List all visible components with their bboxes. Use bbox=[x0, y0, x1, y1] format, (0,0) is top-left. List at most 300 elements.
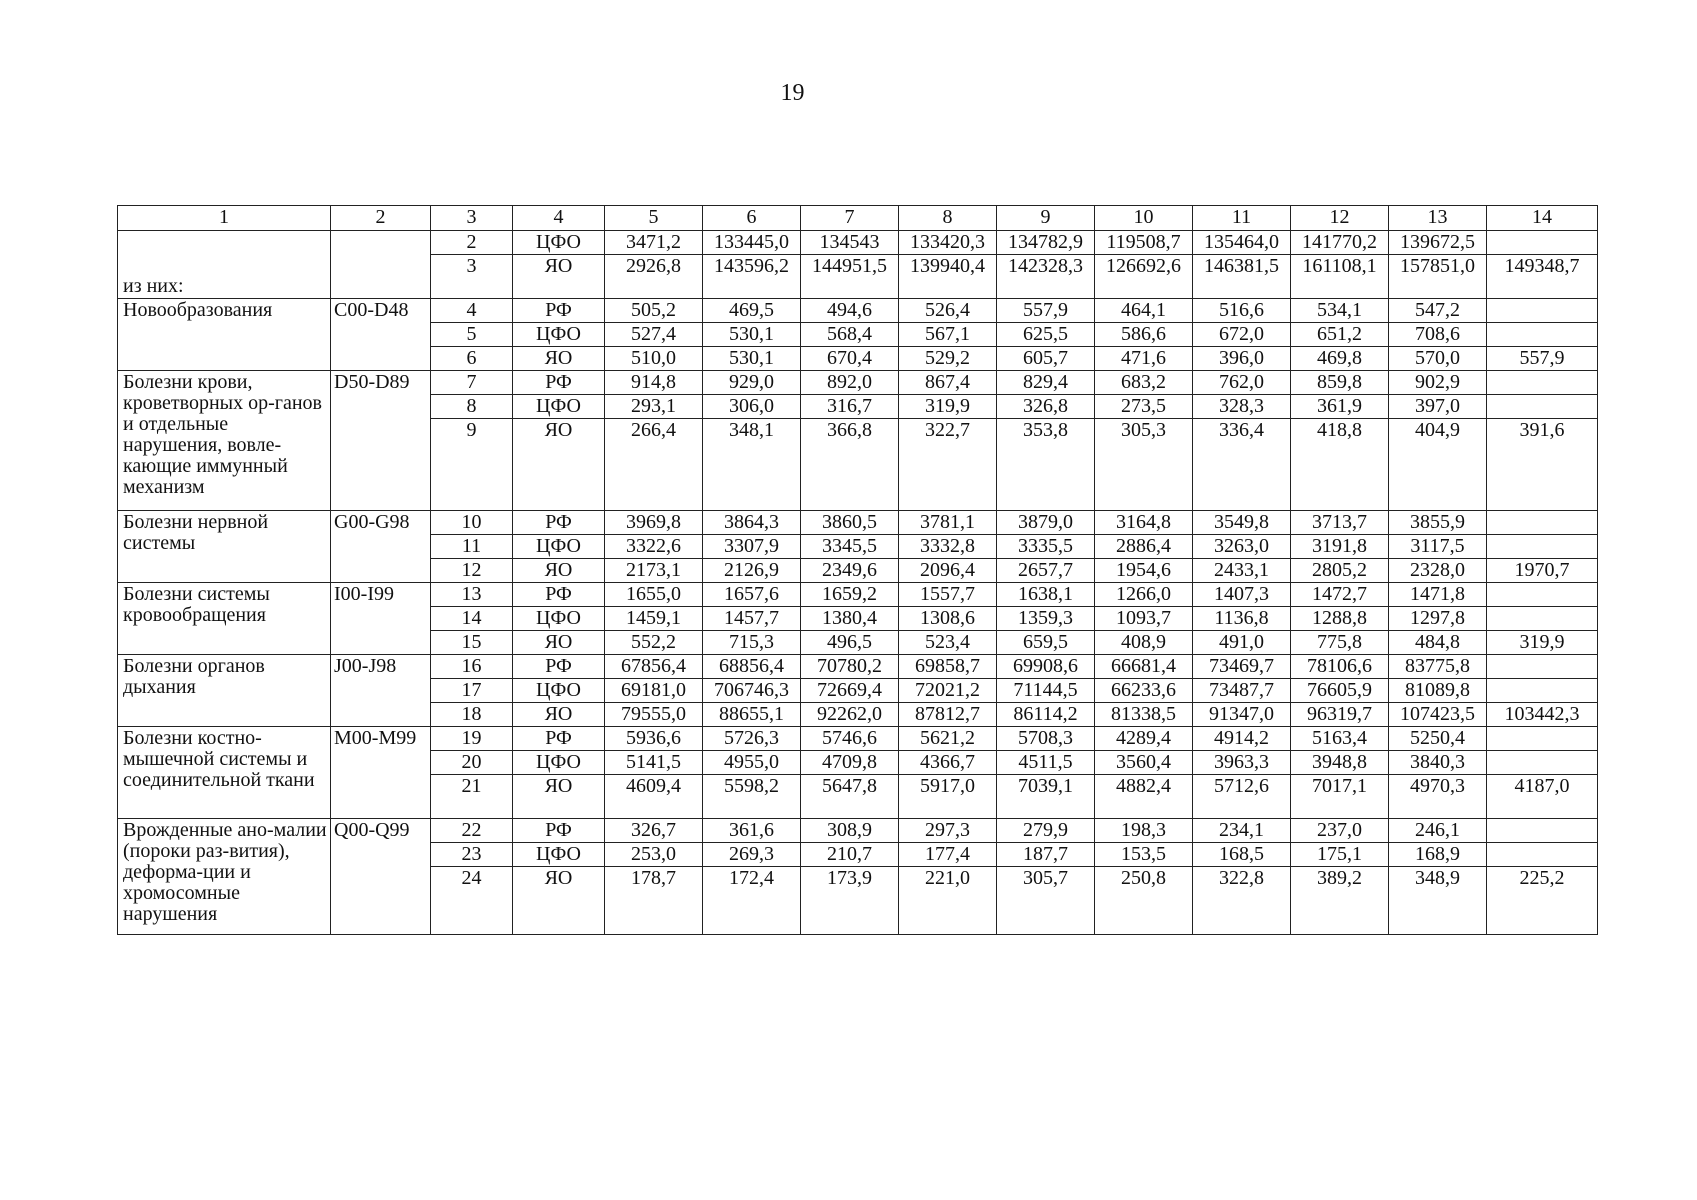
value-cell: 914,8 bbox=[605, 371, 703, 395]
table-row bbox=[118, 655, 1598, 679]
value-cell: 3840,3 bbox=[1389, 751, 1487, 775]
value-cell: 366,8 bbox=[801, 419, 899, 511]
value-cell: 3969,8 bbox=[605, 511, 703, 535]
value-cell: 2349,6 bbox=[801, 559, 899, 583]
region: ЯО bbox=[513, 631, 605, 655]
value-cell: 81089,8 bbox=[1389, 679, 1487, 703]
value-cell: 177,4 bbox=[899, 843, 997, 867]
value-cell: 3860,5 bbox=[801, 511, 899, 535]
value-cell: 173,9 bbox=[801, 867, 899, 935]
value-cell: 5163,4 bbox=[1291, 727, 1389, 751]
value-cell: 3191,8 bbox=[1291, 535, 1389, 559]
value-cell: 491,0 bbox=[1193, 631, 1291, 655]
value-cell: 144951,5 bbox=[801, 255, 899, 299]
value-cell: 625,5 bbox=[997, 323, 1095, 347]
value-cell: 568,4 bbox=[801, 323, 899, 347]
row-number: 7 bbox=[431, 371, 513, 395]
value-cell bbox=[1487, 751, 1598, 775]
value-cell: 683,2 bbox=[1095, 371, 1193, 395]
value-cell: 1136,8 bbox=[1193, 607, 1291, 631]
disease-name: Врожденные ано-малии (пороки раз-вития), деформа-ции и хромосомные нарушения bbox=[118, 819, 331, 935]
value-cell: 1093,7 bbox=[1095, 607, 1193, 631]
page-number: 19 bbox=[780, 80, 805, 106]
value-cell: 3471,2 bbox=[605, 231, 703, 255]
value-cell: 103442,3 bbox=[1487, 703, 1598, 727]
value-cell: 141770,2 bbox=[1291, 231, 1389, 255]
value-cell: 142328,3 bbox=[997, 255, 1095, 299]
region: ЯО bbox=[513, 775, 605, 819]
value-cell: 66233,6 bbox=[1095, 679, 1193, 703]
table-row bbox=[118, 583, 1598, 607]
value-cell: 5936,6 bbox=[605, 727, 703, 751]
value-cell: 269,3 bbox=[703, 843, 801, 867]
value-cell: 73469,7 bbox=[1193, 655, 1291, 679]
value-cell: 867,4 bbox=[899, 371, 997, 395]
value-cell: 2433,1 bbox=[1193, 559, 1291, 583]
row-number: 5 bbox=[431, 323, 513, 347]
table-row bbox=[118, 727, 1598, 751]
value-cell: 66681,4 bbox=[1095, 655, 1193, 679]
value-cell bbox=[1487, 655, 1598, 679]
table-row bbox=[118, 511, 1598, 535]
column-number: 5 bbox=[605, 206, 703, 231]
value-cell: 527,4 bbox=[605, 323, 703, 347]
value-cell: 389,2 bbox=[1291, 867, 1389, 935]
value-cell: 1459,1 bbox=[605, 607, 703, 631]
value-cell: 4955,0 bbox=[703, 751, 801, 775]
region: ЦФО bbox=[513, 231, 605, 255]
column-number: 6 bbox=[703, 206, 801, 231]
row-number: 19 bbox=[431, 727, 513, 751]
value-cell: 605,7 bbox=[997, 347, 1095, 371]
column-number: 1 bbox=[118, 206, 331, 231]
value-cell: 4882,4 bbox=[1095, 775, 1193, 819]
value-cell: 139672,5 bbox=[1389, 231, 1487, 255]
value-cell: 670,4 bbox=[801, 347, 899, 371]
value-cell: 3164,8 bbox=[1095, 511, 1193, 535]
value-cell bbox=[1487, 323, 1598, 347]
value-cell: 557,9 bbox=[1487, 347, 1598, 371]
value-cell: 361,9 bbox=[1291, 395, 1389, 419]
value-cell: 83775,8 bbox=[1389, 655, 1487, 679]
value-cell: 92262,0 bbox=[801, 703, 899, 727]
value-cell: 306,0 bbox=[703, 395, 801, 419]
value-cell: 71144,5 bbox=[997, 679, 1095, 703]
value-cell: 168,5 bbox=[1193, 843, 1291, 867]
row-number: 8 bbox=[431, 395, 513, 419]
value-cell: 5250,4 bbox=[1389, 727, 1487, 751]
value-cell: 892,0 bbox=[801, 371, 899, 395]
region: ЯО bbox=[513, 419, 605, 511]
value-cell: 3549,8 bbox=[1193, 511, 1291, 535]
value-cell bbox=[1487, 607, 1598, 631]
disease-name: Болезни системы кровообращения bbox=[118, 583, 331, 655]
value-cell: 305,7 bbox=[997, 867, 1095, 935]
disease-name: Новообразования bbox=[118, 299, 331, 371]
value-cell: 484,8 bbox=[1389, 631, 1487, 655]
region: РФ bbox=[513, 583, 605, 607]
region: ЯО bbox=[513, 867, 605, 935]
region: ЦФО bbox=[513, 607, 605, 631]
value-cell: 4289,4 bbox=[1095, 727, 1193, 751]
disease-name: Болезни нервной системы bbox=[118, 511, 331, 583]
header-row bbox=[118, 206, 1598, 231]
icd-code: C00-D48 bbox=[331, 299, 431, 371]
value-cell: 651,2 bbox=[1291, 323, 1389, 347]
value-cell: 149348,7 bbox=[1487, 255, 1598, 299]
value-cell: 68856,4 bbox=[703, 655, 801, 679]
row-number: 4 bbox=[431, 299, 513, 323]
value-cell: 3963,3 bbox=[1193, 751, 1291, 775]
column-number: 8 bbox=[899, 206, 997, 231]
value-cell: 5708,3 bbox=[997, 727, 1095, 751]
value-cell: 2328,0 bbox=[1389, 559, 1487, 583]
row-number: 12 bbox=[431, 559, 513, 583]
value-cell: 153,5 bbox=[1095, 843, 1193, 867]
value-cell: 2096,4 bbox=[899, 559, 997, 583]
column-number: 9 bbox=[997, 206, 1095, 231]
value-cell: 250,8 bbox=[1095, 867, 1193, 935]
disease-name: Болезни органов дыхания bbox=[118, 655, 331, 727]
value-cell: 902,9 bbox=[1389, 371, 1487, 395]
value-cell: 266,4 bbox=[605, 419, 703, 511]
value-cell: 5712,6 bbox=[1193, 775, 1291, 819]
value-cell: 4366,7 bbox=[899, 751, 997, 775]
table-row bbox=[118, 371, 1598, 395]
value-cell: 172,4 bbox=[703, 867, 801, 935]
value-cell: 76605,9 bbox=[1291, 679, 1389, 703]
value-cell: 279,9 bbox=[997, 819, 1095, 843]
value-cell: 322,7 bbox=[899, 419, 997, 511]
value-cell: 1359,3 bbox=[997, 607, 1095, 631]
value-cell: 73487,7 bbox=[1193, 679, 1291, 703]
icd-code: M00-M99 bbox=[331, 727, 431, 819]
value-cell: 2805,2 bbox=[1291, 559, 1389, 583]
value-cell: 143596,2 bbox=[703, 255, 801, 299]
region: ЦФО bbox=[513, 679, 605, 703]
value-cell bbox=[1487, 299, 1598, 323]
value-cell: 418,8 bbox=[1291, 419, 1389, 511]
value-cell: 119508,7 bbox=[1095, 231, 1193, 255]
value-cell: 2886,4 bbox=[1095, 535, 1193, 559]
column-number: 12 bbox=[1291, 206, 1389, 231]
value-cell: 322,8 bbox=[1193, 867, 1291, 935]
value-cell: 1970,7 bbox=[1487, 559, 1598, 583]
value-cell: 273,5 bbox=[1095, 395, 1193, 419]
value-cell: 86114,2 bbox=[997, 703, 1095, 727]
value-cell: 1308,6 bbox=[899, 607, 997, 631]
value-cell: 3117,5 bbox=[1389, 535, 1487, 559]
value-cell: 146381,5 bbox=[1193, 255, 1291, 299]
value-cell: 523,4 bbox=[899, 631, 997, 655]
value-cell: 234,1 bbox=[1193, 819, 1291, 843]
value-cell: 3879,0 bbox=[997, 511, 1095, 535]
icd-code bbox=[331, 231, 431, 299]
row-number: 14 bbox=[431, 607, 513, 631]
value-cell: 4709,8 bbox=[801, 751, 899, 775]
value-cell: 297,3 bbox=[899, 819, 997, 843]
value-cell: 133445,0 bbox=[703, 231, 801, 255]
value-cell: 5917,0 bbox=[899, 775, 997, 819]
value-cell: 496,5 bbox=[801, 631, 899, 655]
region: РФ bbox=[513, 371, 605, 395]
region: ЦФО bbox=[513, 843, 605, 867]
row-number: 17 bbox=[431, 679, 513, 703]
value-cell: 1557,7 bbox=[899, 583, 997, 607]
value-cell: 516,6 bbox=[1193, 299, 1291, 323]
region: ЦФО bbox=[513, 751, 605, 775]
row-number: 21 bbox=[431, 775, 513, 819]
value-cell bbox=[1487, 679, 1598, 703]
value-cell: 3263,0 bbox=[1193, 535, 1291, 559]
icd-code: I00-I99 bbox=[331, 583, 431, 655]
column-number: 3 bbox=[431, 206, 513, 231]
value-cell: 319,9 bbox=[899, 395, 997, 419]
column-number: 2 bbox=[331, 206, 431, 231]
icd-code: D50-D89 bbox=[331, 371, 431, 511]
value-cell bbox=[1487, 843, 1598, 867]
value-cell: 134543 bbox=[801, 231, 899, 255]
column-number: 11 bbox=[1193, 206, 1291, 231]
row-number: 22 bbox=[431, 819, 513, 843]
value-cell: 361,6 bbox=[703, 819, 801, 843]
value-cell: 526,4 bbox=[899, 299, 997, 323]
disease-name: Болезни крови, кроветворных ор-ганов и отдельные нарушения, вовле-кающие иммунный механизм bbox=[118, 371, 331, 511]
value-cell: 72021,2 bbox=[899, 679, 997, 703]
row-number: 23 bbox=[431, 843, 513, 867]
value-cell: 348,9 bbox=[1389, 867, 1487, 935]
value-cell: 534,1 bbox=[1291, 299, 1389, 323]
value-cell: 253,0 bbox=[605, 843, 703, 867]
value-cell: 1457,7 bbox=[703, 607, 801, 631]
value-cell: 1407,3 bbox=[1193, 583, 1291, 607]
value-cell: 3864,3 bbox=[703, 511, 801, 535]
value-cell: 929,0 bbox=[703, 371, 801, 395]
value-cell: 70780,2 bbox=[801, 655, 899, 679]
value-cell: 326,8 bbox=[997, 395, 1095, 419]
value-cell: 3948,8 bbox=[1291, 751, 1389, 775]
value-cell: 348,1 bbox=[703, 419, 801, 511]
value-cell: 96319,7 bbox=[1291, 703, 1389, 727]
value-cell: 5141,5 bbox=[605, 751, 703, 775]
value-cell bbox=[1487, 819, 1598, 843]
value-cell: 1471,8 bbox=[1389, 583, 1487, 607]
value-cell: 2126,9 bbox=[703, 559, 801, 583]
value-cell: 552,2 bbox=[605, 631, 703, 655]
value-cell bbox=[1487, 511, 1598, 535]
value-cell: 126692,6 bbox=[1095, 255, 1193, 299]
value-cell: 2173,1 bbox=[605, 559, 703, 583]
value-cell: 672,0 bbox=[1193, 323, 1291, 347]
value-cell: 397,0 bbox=[1389, 395, 1487, 419]
row-number: 2 bbox=[431, 231, 513, 255]
column-number: 7 bbox=[801, 206, 899, 231]
value-cell bbox=[1487, 231, 1598, 255]
value-cell: 4970,3 bbox=[1389, 775, 1487, 819]
region: ЯО bbox=[513, 347, 605, 371]
value-cell: 404,9 bbox=[1389, 419, 1487, 511]
row-number: 24 bbox=[431, 867, 513, 935]
table-row bbox=[118, 299, 1598, 323]
value-cell: 1659,2 bbox=[801, 583, 899, 607]
value-cell: 762,0 bbox=[1193, 371, 1291, 395]
row-number: 16 bbox=[431, 655, 513, 679]
value-cell: 319,9 bbox=[1487, 631, 1598, 655]
value-cell: 3332,8 bbox=[899, 535, 997, 559]
value-cell: 237,0 bbox=[1291, 819, 1389, 843]
value-cell: 67856,4 bbox=[605, 655, 703, 679]
value-cell: 175,1 bbox=[1291, 843, 1389, 867]
value-cell: 547,2 bbox=[1389, 299, 1487, 323]
value-cell: 91347,0 bbox=[1193, 703, 1291, 727]
value-cell: 2657,7 bbox=[997, 559, 1095, 583]
value-cell: 69858,7 bbox=[899, 655, 997, 679]
value-cell: 659,5 bbox=[997, 631, 1095, 655]
value-cell: 570,0 bbox=[1389, 347, 1487, 371]
value-cell: 139940,4 bbox=[899, 255, 997, 299]
column-number: 4 bbox=[513, 206, 605, 231]
value-cell: 210,7 bbox=[801, 843, 899, 867]
value-cell: 168,9 bbox=[1389, 843, 1487, 867]
value-cell: 859,8 bbox=[1291, 371, 1389, 395]
value-cell: 1472,7 bbox=[1291, 583, 1389, 607]
value-cell: 5726,3 bbox=[703, 727, 801, 751]
row-number: 9 bbox=[431, 419, 513, 511]
value-cell: 134782,9 bbox=[997, 231, 1095, 255]
value-cell: 157851,0 bbox=[1389, 255, 1487, 299]
row-number: 10 bbox=[431, 511, 513, 535]
value-cell: 494,6 bbox=[801, 299, 899, 323]
value-cell: 4609,4 bbox=[605, 775, 703, 819]
row-number: 6 bbox=[431, 347, 513, 371]
value-cell: 505,2 bbox=[605, 299, 703, 323]
value-cell: 471,6 bbox=[1095, 347, 1193, 371]
value-cell: 775,8 bbox=[1291, 631, 1389, 655]
value-cell: 1380,4 bbox=[801, 607, 899, 631]
row-number: 20 bbox=[431, 751, 513, 775]
region: ЯО bbox=[513, 703, 605, 727]
value-cell: 529,2 bbox=[899, 347, 997, 371]
value-cell: 316,7 bbox=[801, 395, 899, 419]
value-cell: 530,1 bbox=[703, 347, 801, 371]
value-cell: 3713,7 bbox=[1291, 511, 1389, 535]
value-cell: 1655,0 bbox=[605, 583, 703, 607]
value-cell: 469,8 bbox=[1291, 347, 1389, 371]
value-cell: 5621,2 bbox=[899, 727, 997, 751]
icd-code: G00-G98 bbox=[331, 511, 431, 583]
value-cell: 3855,9 bbox=[1389, 511, 1487, 535]
column-number: 14 bbox=[1487, 206, 1598, 231]
row-number: 18 bbox=[431, 703, 513, 727]
region: РФ bbox=[513, 819, 605, 843]
row-number: 11 bbox=[431, 535, 513, 559]
value-cell: 1954,6 bbox=[1095, 559, 1193, 583]
region: РФ bbox=[513, 655, 605, 679]
value-cell: 3335,5 bbox=[997, 535, 1095, 559]
value-cell: 178,7 bbox=[605, 867, 703, 935]
value-cell: 396,0 bbox=[1193, 347, 1291, 371]
region: ЦФО bbox=[513, 535, 605, 559]
value-cell: 391,6 bbox=[1487, 419, 1598, 511]
value-cell: 2926,8 bbox=[605, 255, 703, 299]
column-number: 10 bbox=[1095, 206, 1193, 231]
value-cell: 246,1 bbox=[1389, 819, 1487, 843]
value-cell: 133420,3 bbox=[899, 231, 997, 255]
value-cell: 7039,1 bbox=[997, 775, 1095, 819]
value-cell: 469,5 bbox=[703, 299, 801, 323]
value-cell: 81338,5 bbox=[1095, 703, 1193, 727]
value-cell: 708,6 bbox=[1389, 323, 1487, 347]
value-cell: 4511,5 bbox=[997, 751, 1095, 775]
region: РФ bbox=[513, 511, 605, 535]
value-cell: 187,7 bbox=[997, 843, 1095, 867]
value-cell: 3781,1 bbox=[899, 511, 997, 535]
value-cell: 88655,1 bbox=[703, 703, 801, 727]
value-cell: 557,9 bbox=[997, 299, 1095, 323]
value-cell: 1638,1 bbox=[997, 583, 1095, 607]
value-cell: 5598,2 bbox=[703, 775, 801, 819]
value-cell bbox=[1487, 371, 1598, 395]
value-cell bbox=[1487, 395, 1598, 419]
value-cell: 3307,9 bbox=[703, 535, 801, 559]
value-cell bbox=[1487, 583, 1598, 607]
value-cell: 72669,4 bbox=[801, 679, 899, 703]
value-cell: 1266,0 bbox=[1095, 583, 1193, 607]
value-cell: 87812,7 bbox=[899, 703, 997, 727]
value-cell: 3560,4 bbox=[1095, 751, 1193, 775]
value-cell: 567,1 bbox=[899, 323, 997, 347]
statistics-table bbox=[117, 205, 1598, 935]
value-cell: 69181,0 bbox=[605, 679, 703, 703]
value-cell: 4914,2 bbox=[1193, 727, 1291, 751]
value-cell: 1297,8 bbox=[1389, 607, 1487, 631]
value-cell: 829,4 bbox=[997, 371, 1095, 395]
value-cell: 225,2 bbox=[1487, 867, 1598, 935]
value-cell: 1288,8 bbox=[1291, 607, 1389, 631]
value-cell: 510,0 bbox=[605, 347, 703, 371]
value-cell: 293,1 bbox=[605, 395, 703, 419]
value-cell: 586,6 bbox=[1095, 323, 1193, 347]
value-cell: 328,3 bbox=[1193, 395, 1291, 419]
row-number: 3 bbox=[431, 255, 513, 299]
disease-name: Болезни костно-мышечной системы и соединительной ткани bbox=[118, 727, 331, 819]
value-cell: 79555,0 bbox=[605, 703, 703, 727]
value-cell: 78106,6 bbox=[1291, 655, 1389, 679]
value-cell: 69908,6 bbox=[997, 655, 1095, 679]
value-cell: 408,9 bbox=[1095, 631, 1193, 655]
region: РФ bbox=[513, 299, 605, 323]
value-cell: 308,9 bbox=[801, 819, 899, 843]
region: ЯО bbox=[513, 559, 605, 583]
column-number: 13 bbox=[1389, 206, 1487, 231]
value-cell bbox=[1487, 535, 1598, 559]
region: РФ bbox=[513, 727, 605, 751]
value-cell: 353,8 bbox=[997, 419, 1095, 511]
value-cell: 161108,1 bbox=[1291, 255, 1389, 299]
value-cell: 7017,1 bbox=[1291, 775, 1389, 819]
table-row bbox=[118, 819, 1598, 843]
value-cell: 326,7 bbox=[605, 819, 703, 843]
value-cell: 530,1 bbox=[703, 323, 801, 347]
value-cell: 5746,6 bbox=[801, 727, 899, 751]
value-cell: 3345,5 bbox=[801, 535, 899, 559]
value-cell: 464,1 bbox=[1095, 299, 1193, 323]
value-cell: 5647,8 bbox=[801, 775, 899, 819]
value-cell: 198,3 bbox=[1095, 819, 1193, 843]
table-row bbox=[118, 231, 1598, 255]
region: ЦФО bbox=[513, 395, 605, 419]
value-cell: 715,3 bbox=[703, 631, 801, 655]
